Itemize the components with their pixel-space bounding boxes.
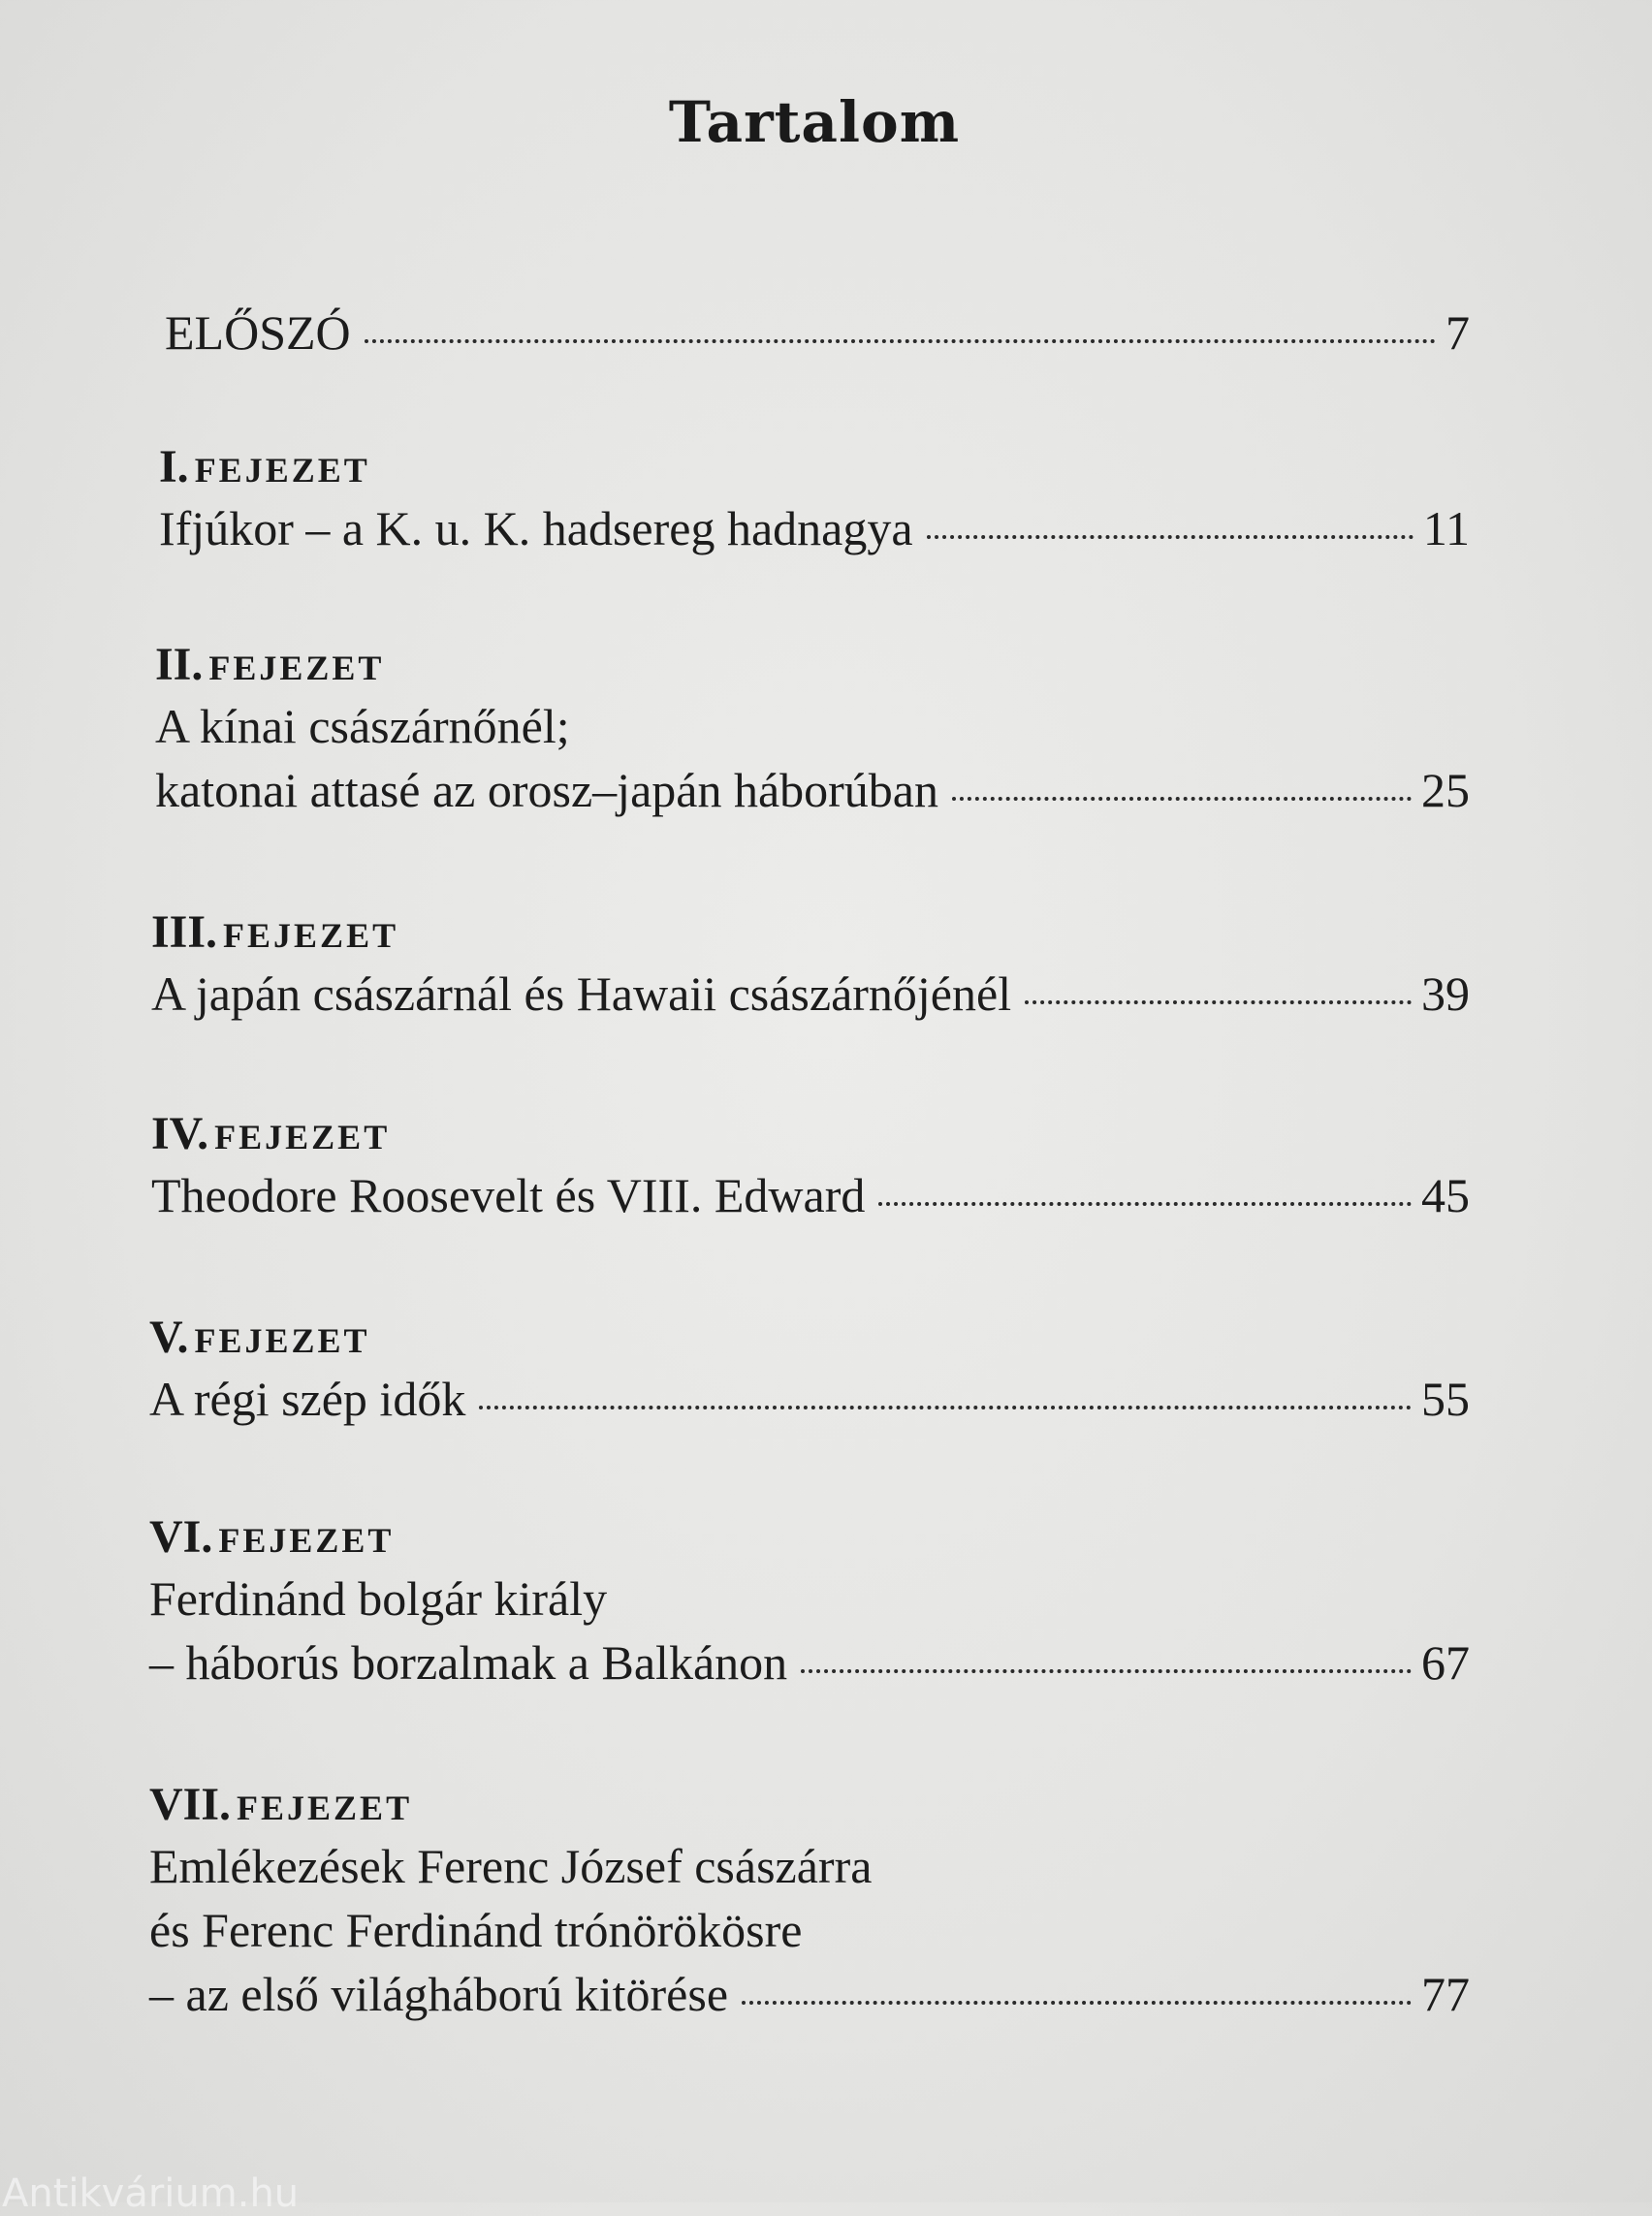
chapter-title-line: és Ferenc Ferdinánd trónörökösre <box>149 1903 803 1957</box>
page-number: 7 <box>1446 305 1470 360</box>
toc-chapter-4 <box>151 1105 1470 1227</box>
chapter-heading: VII. FEJEZET <box>149 1779 413 1830</box>
dot-leader <box>878 1202 1412 1206</box>
chapter-heading: VI. FEJEZET <box>149 1511 395 1563</box>
chapter-title-line: Theodore Roosevelt és VIII. Edward <box>151 1168 866 1222</box>
dot-leader <box>801 1669 1412 1673</box>
dot-leader <box>479 1406 1412 1409</box>
chapter-heading: III. FEJEZET <box>151 906 399 958</box>
page-number: 39 <box>1421 966 1470 1021</box>
toc-chapter-3 <box>151 903 1470 1026</box>
chapter-heading: V. FEJEZET <box>149 1312 370 1363</box>
chapter-title-line: Ifjúkor – a K. u. K. hadsereg hadnagya <box>159 501 913 555</box>
chapter-title-line: – háborús borzalmak a Balkánon <box>149 1635 788 1690</box>
chapter-heading: I. FEJEZET <box>159 441 370 492</box>
chapter-heading: IV. FEJEZET <box>151 1108 391 1159</box>
toc-preface <box>165 301 1470 364</box>
chapter-title-line: A régi szép idők <box>149 1372 466 1426</box>
chapter-title-line: Emlékezések Ferenc József császárra <box>149 1839 873 1893</box>
watermark: Antikvárium.hu <box>2 2171 300 2216</box>
toc-chapter-6 <box>149 1508 1470 1694</box>
dot-leader <box>742 2001 1412 2005</box>
toc-chapter-7 <box>149 1776 1470 2026</box>
chapter-title-line: Ferdinánd bolgár király <box>149 1571 608 1626</box>
dot-leader <box>365 339 1436 343</box>
toc-chapter-1 <box>159 438 1470 560</box>
dot-leader <box>1025 1000 1412 1004</box>
chapter-title-line: katonai attasé az orosz–japán háborúban <box>155 763 938 817</box>
chapter-title-line: A japán császárnál és Hawaii császárnőjénél <box>151 966 1012 1021</box>
chapter-heading: II. FEJEZET <box>155 639 385 690</box>
toc-chapter-2 <box>155 636 1470 822</box>
page-number: 25 <box>1421 763 1470 817</box>
page-number: 11 <box>1422 501 1470 555</box>
page-number: 77 <box>1421 1967 1470 2021</box>
preface-label: ELŐSZÓ <box>165 305 351 360</box>
dot-leader <box>927 535 1414 539</box>
dot-leader <box>952 797 1412 801</box>
page-number: 55 <box>1421 1372 1470 1426</box>
toc-chapter-5 <box>149 1309 1470 1431</box>
page-number: 45 <box>1421 1168 1470 1222</box>
page-number: 67 <box>1421 1635 1470 1690</box>
chapter-title-line: – az első világháború kitörése <box>149 1967 729 2021</box>
page-title: Tartalom <box>668 89 961 155</box>
chapter-title-line: A kínai császárnőnél; <box>155 699 570 753</box>
